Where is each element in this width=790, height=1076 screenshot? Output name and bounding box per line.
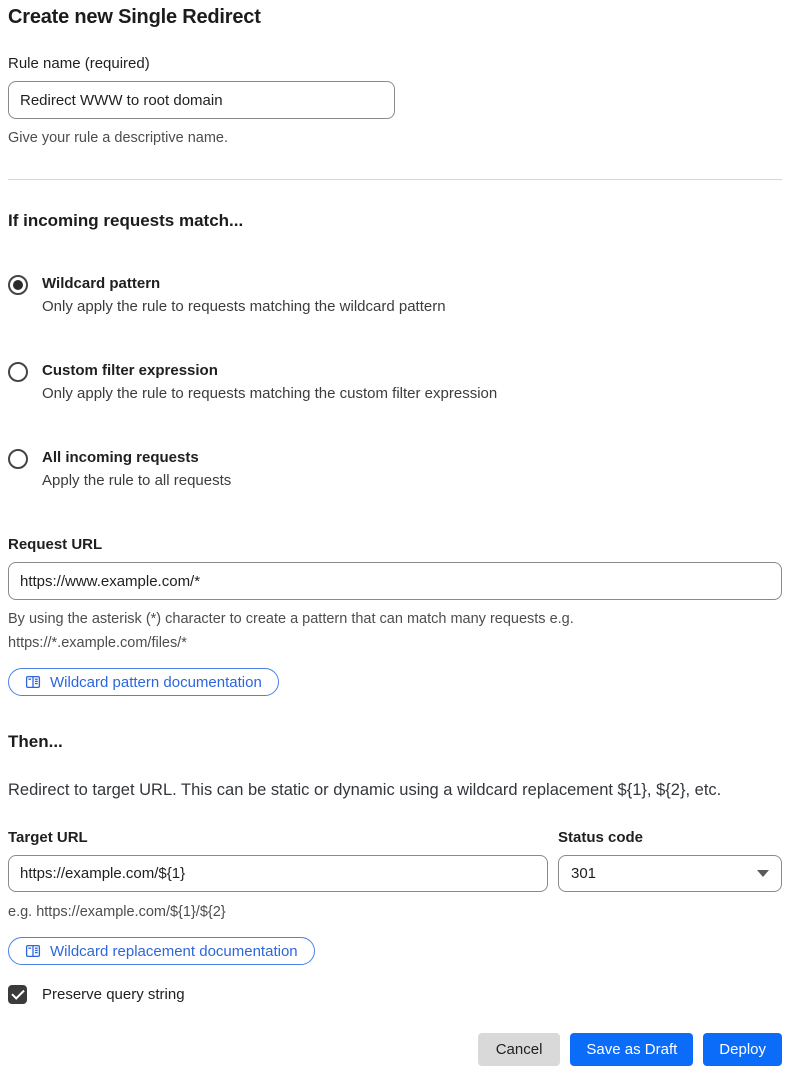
rule-name-label: Rule name (required) <box>8 55 150 72</box>
wildcard-replacement-doc-button-label: Wildcard replacement documentation <box>50 942 298 960</box>
rule-name-field-group <box>8 55 782 150</box>
request-url-helper-line2: https://*.example.com/files/* <box>8 635 187 651</box>
target-url-label: Target URL <box>8 829 88 846</box>
wildcard-pattern-radio-label[interactable]: Wildcard pattern <box>42 275 161 292</box>
target-url-helper: e.g. https://example.com/${1}/${2} <box>8 904 226 920</box>
target-status-row <box>8 829 782 924</box>
wildcard-pattern-radio-description: Only apply the rule to requests matching the wildcard pattern <box>42 298 446 315</box>
then-section-heading: Then... <box>8 732 63 751</box>
preserve-query-row <box>8 985 782 1004</box>
target-url-input[interactable] <box>8 855 548 892</box>
custom-filter-radio-description: Only apply the rule to requests matching the custom filter expression <box>42 385 498 402</box>
match-section-heading: If incoming requests match... <box>8 211 244 230</box>
wildcard-pattern-doc-button[interactable] <box>8 668 279 696</box>
request-url-helper-line1: By using the asterisk (*) character to create a pattern that can match many requests e.g. <box>8 611 574 627</box>
status-code-select[interactable] <box>558 855 782 892</box>
wildcard-replacement-doc-button[interactable] <box>8 937 315 965</box>
wildcard-pattern-radio[interactable] <box>8 275 28 295</box>
status-code-label: Status code <box>558 829 644 846</box>
request-url-helper <box>8 607 748 655</box>
create-single-redirect-page <box>0 6 790 1076</box>
preserve-query-checkbox[interactable] <box>8 985 27 1004</box>
deploy-button[interactable]: Deploy <box>703 1033 782 1066</box>
request-url-field-group <box>8 536 782 696</box>
wildcard-pattern-doc-button-label: Wildcard pattern documentation <box>50 673 262 691</box>
request-url-input[interactable] <box>8 562 782 600</box>
form-actions <box>8 1033 782 1066</box>
custom-filter-radio[interactable] <box>8 362 28 382</box>
radio-option-all-requests <box>8 447 782 492</box>
open-book-icon <box>25 674 41 690</box>
section-divider <box>8 179 782 180</box>
rule-name-helper: Give your rule a descriptive name. <box>8 130 229 146</box>
cancel-button[interactable]: Cancel <box>478 1033 561 1066</box>
status-code-value: 301 <box>571 865 597 882</box>
rule-name-input[interactable] <box>8 81 395 119</box>
custom-filter-radio-label[interactable]: Custom filter expression <box>42 362 218 379</box>
chevron-down-icon <box>757 870 769 877</box>
then-section-description: Redirect to target URL. This can be static or dynamic using a wildcard replacement ${1}, ${2}, etc. <box>8 781 722 799</box>
radio-texts <box>42 447 231 492</box>
page-title: Create new Single Redirect <box>8 6 261 28</box>
radio-texts <box>42 360 497 405</box>
radio-option-custom-filter <box>8 360 782 405</box>
request-url-label: Request URL <box>8 536 103 553</box>
all-requests-radio-description: Apply the rule to all requests <box>42 472 232 489</box>
preserve-query-label[interactable]: Preserve query string <box>42 986 185 1003</box>
save-as-draft-button[interactable]: Save as Draft <box>570 1033 693 1066</box>
all-requests-radio-label[interactable]: All incoming requests <box>42 449 199 466</box>
status-code-field-group <box>558 829 782 924</box>
radio-option-wildcard-pattern <box>8 273 782 318</box>
open-book-icon <box>25 943 41 959</box>
all-requests-radio[interactable] <box>8 449 28 469</box>
radio-texts <box>42 273 446 318</box>
target-url-field-group <box>8 829 548 924</box>
